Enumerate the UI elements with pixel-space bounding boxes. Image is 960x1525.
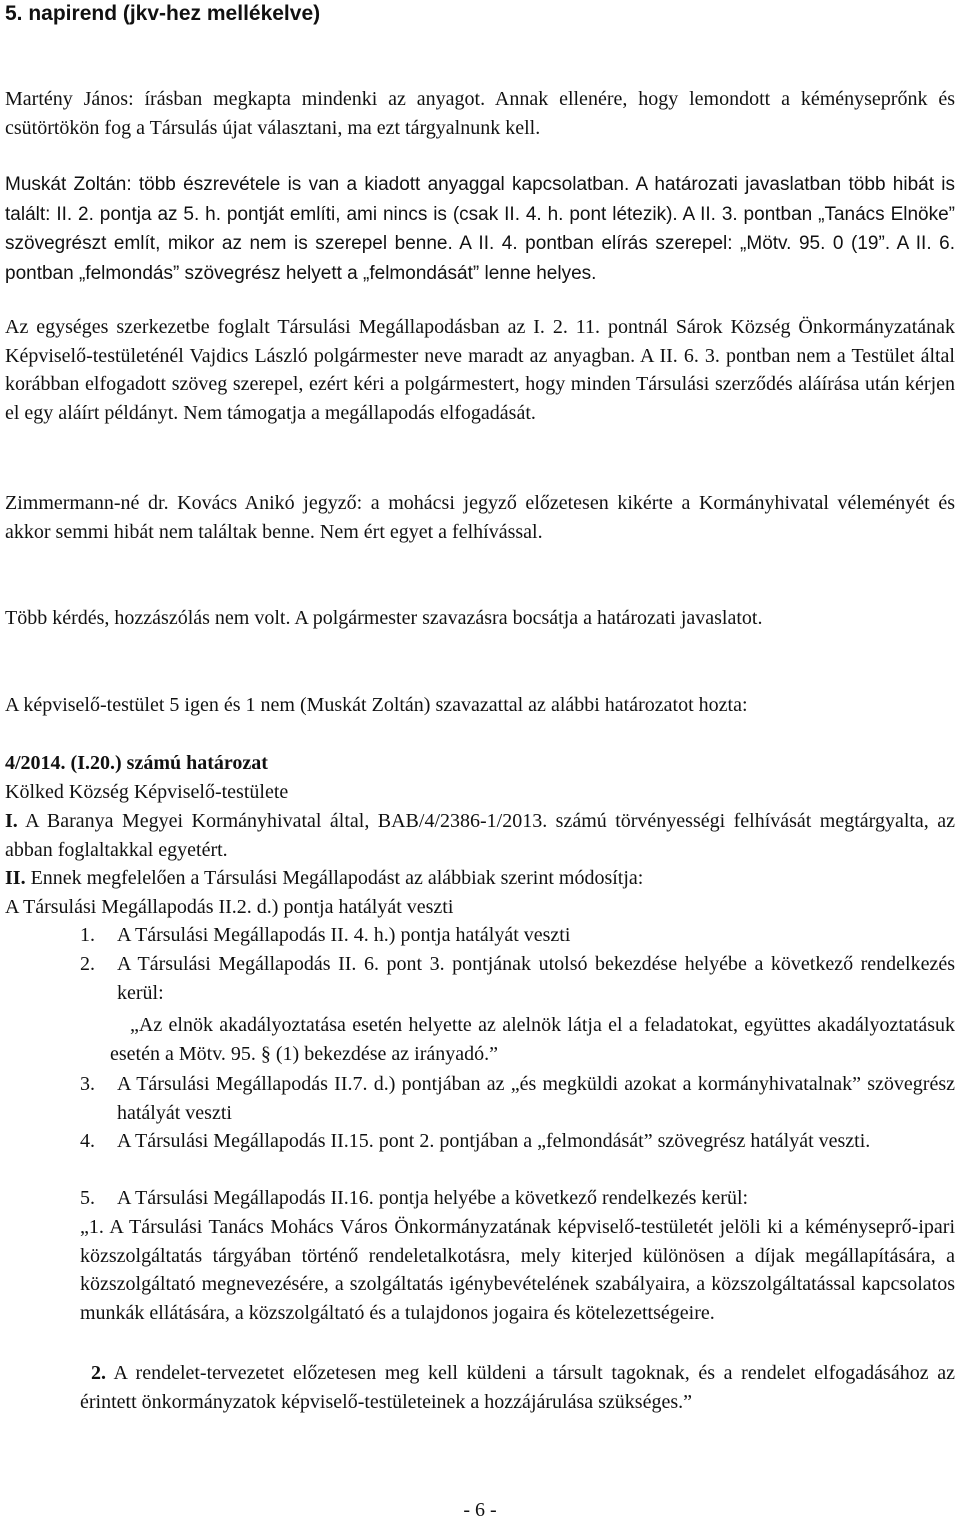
- quoted-provision-16-2-text: A rendelet-tervezetet előzetesen meg kell küldeni a társult tagoknak, és a rendelet elfogadásához az érintett önkormányzatok képviselő-testületeinek a hozzájárulása szükséges.”: [80, 1362, 955, 1413]
- list-item-number: 2.: [80, 953, 95, 975]
- list-item-text: A Társulási Megállapodás II. 4. h.) pontja hatályát veszti: [117, 924, 571, 946]
- list-item-text: A Társulási Megállapodás II. 6. pont 3. pontjának utolsó bekezdése helyébe a következő rendelkezés kerül:: [117, 953, 955, 1004]
- resolution-body: Kölked Község Képviselő-testülete: [5, 781, 289, 803]
- paragraph-muskat-b: Az egységes szerkezetbe foglalt Társulási Megállapodásban az I. 2. 11. pontnál Sárok Község Önkormányzatának Képviselő-testületénél Vajdics László polgármester neve maradt az anyagban. A II. 6. 3. pontban nem a Testület által korábban elfogadott szöveg szerepel, ezért kéri a polgármestert, hogy minden Társulási szerződés aláírása után kérjen el egy aláírt példányt. Nem támogatja a megállapodás elfogadását.: [5, 316, 955, 424]
- resolution-title: 4/2014. (I.20.) számú határozat: [5, 752, 268, 774]
- resolution-point-ii-sub: A Társulási Megállapodás II.2. d.) pontja hatályát veszti: [5, 896, 454, 918]
- resolution-point-i: [5, 807, 955, 864]
- list-item-number: 5.: [80, 1187, 95, 1209]
- list-item-number: 4.: [80, 1130, 95, 1152]
- list-item-number: 3.: [80, 1073, 95, 1095]
- quoted-provision-2: „Az elnök akadályoztatása esetén helyette az alelnök látja el a feladatokat, együttes akadályoztatásuk esetén a Mötv. 95. § (1) bekezdése az irányadó.”: [110, 1014, 955, 1065]
- quoted-provision-16-2: [80, 1359, 955, 1416]
- resolution-point-ii-label: II.: [5, 867, 26, 889]
- list-item-number: 1.: [80, 924, 95, 946]
- paragraph-jegyzo: Zimmermann-né dr. Kovács Anikó jegyző: a mohácsi jegyző előzetesen kikérte a Kormányhivatal véleményét és akkor semmi hibát nem találtak benne. Nem ért egyet a felhívással.: [5, 492, 955, 543]
- paragraph-marteny: Martény János: írásban megkapta mindenki az anyagot. Annak ellenére, hogy lemondott a kéményseprőnk és csütörtökön fog a Társulás újat választani, ma ezt tárgyalnunk kell.: [5, 88, 955, 139]
- list-item-text: A Társulási Megállapodás II.15. pont 2. pontjában a „felmondását” szövegrész hatályát veszti.: [117, 1130, 871, 1152]
- resolution-point-ii: [5, 864, 955, 893]
- paragraph-muskat-a-text: Muskát Zoltán: több észrevétele is van a kiadott anyaggal kapcsolatban. A határozati javaslatban több hibát is talált: II. 2. pontja az 5. h. pontját említi, ami nincs is (csak II. 4. h. pont létezik). A II. 3. pontban „Tanács Elnöke” szövegrészt említ, mikor az nem is szerepel benne. A II. 4. pontban elírás szerepel: „Mötv. 95. 0 (19”. A II. 6. pontban „felmondás” szövegrész helyett a „felmondását” lenne helyes.: [5, 174, 955, 284]
- quoted-provision-16-2-number: 2.: [91, 1362, 106, 1384]
- resolution-point-ii-text: Ennek megfelelően a Társulási Megállapodást az alábbiak szerint módosítja:: [30, 867, 644, 889]
- agenda-heading: 5. napirend (jkv-hez mellékelve): [5, 2, 321, 25]
- page-number: - 6 -: [463, 1499, 497, 1521]
- resolution-point-i-text: A Baranya Megyei Kormányhivatal által, BAB/4/2386-1/2013. számú törvényességi felhívását megtárgyalta, az abban foglaltakkal egyetért.: [5, 810, 955, 861]
- resolution-point-i-label: I.: [5, 810, 18, 832]
- list-item-text: A Társulási Megállapodás II.16. pontja helyébe a következő rendelkezés kerül:: [117, 1187, 749, 1209]
- paragraph-szavazas: Több kérdés, hozzászólás nem volt. A polgármester szavazásra bocsátja a határozati javaslatot.: [5, 607, 763, 629]
- paragraph-hatarozat-intro: A képviselő-testület 5 igen és 1 nem (Muskát Zoltán) szavazattal az alábbi határozatot hozta:: [5, 694, 748, 716]
- list-item-text: A Társulási Megállapodás II.7. d.) pontjában az „és megküldi azokat a kormányhivatalnak” szövegrész hatályát veszti: [117, 1073, 955, 1124]
- quoted-provision-16-1: „1. A Társulási Tanács Mohács Város Önkormányzatának képviselő-testületét jelöli ki a kéményseprő-ipari közszolgáltatás tárgyában történő rendeletalkotásra, mely kiterjed különösen a díjak megállapítására, a közszolgáltató megnevezésére, a szolgáltatás igénybevételének szabályaira, a közszolgáltatással kapcsolatos munkák ellátására, a közszolgáltató és a tulajdonos jogaira és kötelezettségeire.: [80, 1216, 955, 1324]
